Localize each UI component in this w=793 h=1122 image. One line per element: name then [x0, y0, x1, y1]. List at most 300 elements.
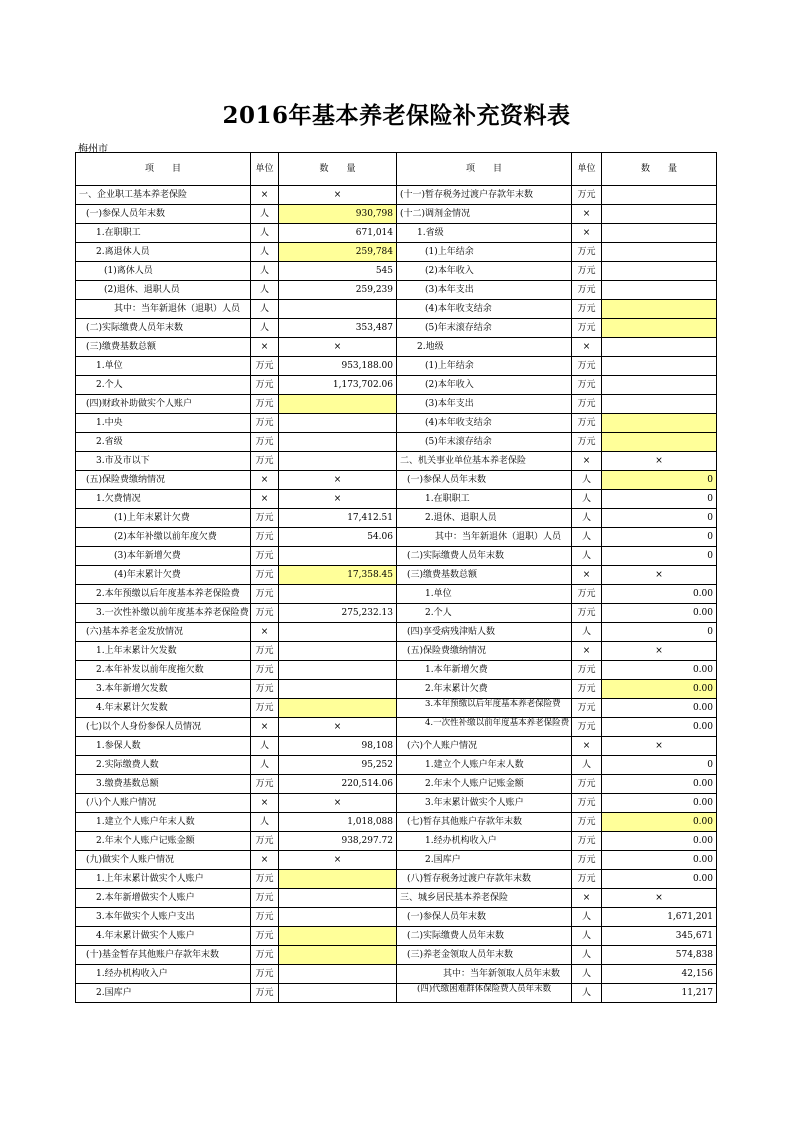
left-item-value: ×	[279, 490, 397, 509]
left-item-label: 2.年末个人账户记账金额	[76, 832, 251, 851]
table-row	[76, 414, 717, 433]
page-title: 2016年基本养老保险补充资料表	[222, 102, 571, 129]
right-item-label: 1.在职职工	[397, 490, 572, 509]
left-item-unit: 人	[251, 262, 279, 281]
left-item-unit: 万元	[251, 908, 279, 927]
left-item-value	[279, 661, 397, 680]
left-item-unit: 万元	[251, 528, 279, 547]
left-item-value: 17,412.51	[279, 509, 397, 528]
right-item-unit: ×	[572, 642, 602, 661]
left-item-label: 其中：当年新退休（退职）人员	[76, 300, 251, 319]
right-item-value: 0	[602, 528, 717, 547]
left-item-label: 2.离退休人员	[76, 243, 251, 262]
table-row	[76, 661, 717, 680]
left-item-label: 2.实际缴费人数	[76, 756, 251, 775]
right-item-label: (六)个人账户情况	[397, 737, 572, 756]
right-item-value: 0.00	[602, 832, 717, 851]
table-row	[76, 832, 717, 851]
table-row	[76, 376, 717, 395]
table-row	[76, 452, 717, 471]
right-item-value	[602, 357, 717, 376]
table-header-row	[76, 153, 717, 186]
left-item-label: 1.单位	[76, 357, 251, 376]
left-item-unit: 万元	[251, 547, 279, 566]
table-row	[76, 205, 717, 224]
table-row	[76, 490, 717, 509]
right-item-unit: 万元	[572, 604, 602, 623]
right-item-label: 2.国库户	[397, 851, 572, 870]
left-item-unit: 万元	[251, 376, 279, 395]
left-item-unit: 万元	[251, 433, 279, 452]
left-item-label: (四)财政补助做实个人账户	[76, 395, 251, 414]
left-item-label: 1.经办机构收入户	[76, 965, 251, 984]
table-row	[76, 737, 717, 756]
left-item-label: (一)参保人员年末数	[76, 205, 251, 224]
right-item-value: ×	[602, 737, 717, 756]
right-item-label: (十一)暂存税务过渡户存款年末数	[397, 186, 572, 205]
right-item-value: 0.00	[602, 775, 717, 794]
left-item-unit: ×	[251, 794, 279, 813]
left-item-value: 953,188.00	[279, 357, 397, 376]
right-item-value: 0.00	[602, 585, 717, 604]
header-qty-right: 数 量	[602, 153, 717, 186]
table-row	[76, 319, 717, 338]
right-item-label: (八)暂存税务过渡户存款年末数	[397, 870, 572, 889]
supplement-table	[75, 152, 717, 1003]
right-item-label: 二、机关事业单位基本养老保险	[397, 452, 572, 471]
left-item-value: 938,297.72	[279, 832, 397, 851]
right-item-label: 1.建立个人账户年末人数	[397, 756, 572, 775]
table-row	[76, 547, 717, 566]
left-item-label: 1.建立个人账户年末人数	[76, 813, 251, 832]
left-item-unit: 人	[251, 243, 279, 262]
table-row	[76, 965, 717, 984]
left-item-unit: ×	[251, 851, 279, 870]
table-row	[76, 756, 717, 775]
right-item-unit: 万元	[572, 794, 602, 813]
left-item-value	[279, 946, 397, 965]
right-item-label: (3)本年支出	[397, 281, 572, 300]
right-item-value: 0	[602, 756, 717, 775]
table-row	[76, 509, 717, 528]
right-item-value: ×	[602, 642, 717, 661]
right-item-label: 2.年末累计欠费	[397, 680, 572, 699]
table-row	[76, 889, 717, 908]
left-item-value: 54.06	[279, 528, 397, 547]
table-row	[76, 699, 717, 718]
right-item-value	[602, 395, 717, 414]
right-item-unit: 人	[572, 946, 602, 965]
right-item-label: (一)参保人员年末数	[397, 471, 572, 490]
left-item-label: (九)做实个人账户情况	[76, 851, 251, 870]
left-item-label: 2.本年预缴以后年度基本养老保险费	[76, 585, 251, 604]
right-item-value: 0	[602, 623, 717, 642]
left-item-value	[279, 699, 397, 718]
left-item-label: (十)基金暂存其他账户存款年末数	[76, 946, 251, 965]
right-item-unit: 万元	[572, 718, 602, 737]
left-item-unit: ×	[251, 490, 279, 509]
left-item-unit: 人	[251, 224, 279, 243]
right-item-value: 0.00	[602, 851, 717, 870]
right-item-label: 3.年末累计做实个人账户	[397, 794, 572, 813]
left-item-unit: 万元	[251, 452, 279, 471]
left-item-value	[279, 870, 397, 889]
left-item-value	[279, 927, 397, 946]
right-item-label: (三)缴费基数总额	[397, 566, 572, 585]
right-item-unit: 人	[572, 984, 602, 1003]
left-item-value	[279, 908, 397, 927]
right-item-unit: 万元	[572, 357, 602, 376]
left-item-label: 一、企业职工基本养老保险	[76, 186, 251, 205]
left-item-unit: 万元	[251, 414, 279, 433]
right-item-value	[602, 281, 717, 300]
left-item-value	[279, 414, 397, 433]
left-item-unit: 万元	[251, 775, 279, 794]
right-item-unit: ×	[572, 566, 602, 585]
right-item-unit: 万元	[572, 262, 602, 281]
left-item-label: (六)基本养老金发放情况	[76, 623, 251, 642]
right-item-unit: 万元	[572, 281, 602, 300]
left-item-value	[279, 680, 397, 699]
table-row	[76, 813, 717, 832]
left-item-unit: 万元	[251, 965, 279, 984]
right-item-label: (二)实际缴费人员年末数	[397, 547, 572, 566]
table-row	[76, 300, 717, 319]
left-item-unit: 万元	[251, 870, 279, 889]
left-item-value: ×	[279, 338, 397, 357]
left-item-value: 259,239	[279, 281, 397, 300]
table-row	[76, 851, 717, 870]
left-item-label: 1.上年末累计欠发数	[76, 642, 251, 661]
left-item-unit: 万元	[251, 661, 279, 680]
right-item-unit: 万元	[572, 433, 602, 452]
left-item-label: (七)以个人身份参保人员情况	[76, 718, 251, 737]
table-row	[76, 243, 717, 262]
table-row	[76, 775, 717, 794]
left-item-value	[279, 547, 397, 566]
left-item-value	[279, 965, 397, 984]
right-item-unit: 万元	[572, 585, 602, 604]
right-item-unit: 人	[572, 927, 602, 946]
right-item-value	[602, 262, 717, 281]
right-item-label: (1)上年结余	[397, 243, 572, 262]
left-item-value: 671,014	[279, 224, 397, 243]
left-item-label: 2.国库户	[76, 984, 251, 1003]
left-item-value: 98,108	[279, 737, 397, 756]
left-item-value: ×	[279, 471, 397, 490]
left-item-value: 930,798	[279, 205, 397, 224]
right-item-label: (2)本年收入	[397, 262, 572, 281]
right-item-unit: 人	[572, 528, 602, 547]
right-item-value: 0	[602, 490, 717, 509]
left-item-label: 2.省级	[76, 433, 251, 452]
left-item-unit: 万元	[251, 680, 279, 699]
right-item-label: 4.一次性补缴以前年度基本养老保险费	[397, 718, 572, 737]
left-item-label: 2.个人	[76, 376, 251, 395]
right-item-value: 0	[602, 471, 717, 490]
left-item-value	[279, 395, 397, 414]
left-item-value: 220,514.06	[279, 775, 397, 794]
right-item-unit: 万元	[572, 319, 602, 338]
left-item-label: 1.欠费情况	[76, 490, 251, 509]
left-item-unit: ×	[251, 471, 279, 490]
table-row	[76, 338, 717, 357]
left-item-unit: 人	[251, 756, 279, 775]
left-item-value: ×	[279, 851, 397, 870]
right-item-unit: ×	[572, 205, 602, 224]
left-item-value: ×	[279, 186, 397, 205]
left-item-value: ×	[279, 718, 397, 737]
right-item-label: (5)年末滚存结余	[397, 319, 572, 338]
left-item-label: (2)本年补缴以前年度欠费	[76, 528, 251, 547]
table-row	[76, 794, 717, 813]
left-item-unit: 人	[251, 281, 279, 300]
right-item-value	[602, 224, 717, 243]
left-item-value: 353,487	[279, 319, 397, 338]
left-item-unit: 万元	[251, 509, 279, 528]
right-item-unit: 万元	[572, 243, 602, 262]
right-item-label: (四)享受病残津贴人数	[397, 623, 572, 642]
right-item-unit: ×	[572, 889, 602, 908]
table-row	[76, 984, 717, 1003]
right-item-label: (1)上年结余	[397, 357, 572, 376]
left-item-label: (4)年末累计欠费	[76, 566, 251, 585]
left-item-value: 1,173,702.06	[279, 376, 397, 395]
right-item-value: 345,671	[602, 927, 717, 946]
right-item-value	[602, 186, 717, 205]
right-item-value	[602, 376, 717, 395]
right-item-unit: 万元	[572, 699, 602, 718]
right-item-unit: 人	[572, 471, 602, 490]
right-item-value: 574,838	[602, 946, 717, 965]
right-item-unit: 万元	[572, 300, 602, 319]
right-item-label: (4)本年收支结余	[397, 300, 572, 319]
left-item-label: 1.参保人数	[76, 737, 251, 756]
right-item-label: 2.退休、退职人员	[397, 509, 572, 528]
left-item-label: (1)上年末累计欠费	[76, 509, 251, 528]
right-item-value	[602, 205, 717, 224]
left-item-label: 3.缴费基数总额	[76, 775, 251, 794]
right-item-label: 2.地级	[397, 338, 572, 357]
right-item-unit: 万元	[572, 775, 602, 794]
right-item-label: 其中：当年新领取人员年末数	[397, 965, 572, 984]
right-item-label: (3)本年支出	[397, 395, 572, 414]
left-item-label: (3)本年新增欠费	[76, 547, 251, 566]
left-item-unit: 万元	[251, 566, 279, 585]
header-unit-left: 单位	[251, 153, 279, 186]
right-item-unit: 万元	[572, 186, 602, 205]
right-item-unit: ×	[572, 452, 602, 471]
left-item-unit: ×	[251, 338, 279, 357]
table-row	[76, 908, 717, 927]
right-item-label: 1.单位	[397, 585, 572, 604]
table-row	[76, 718, 717, 737]
table-row	[76, 395, 717, 414]
table-row	[76, 224, 717, 243]
left-item-label: (1)离休人员	[76, 262, 251, 281]
right-item-unit: 人	[572, 908, 602, 927]
left-item-label: (2)退休、退职人员	[76, 281, 251, 300]
right-item-value	[602, 300, 717, 319]
left-item-unit: 万元	[251, 395, 279, 414]
table-row	[76, 281, 717, 300]
right-item-unit: 人	[572, 509, 602, 528]
right-item-unit: 人	[572, 547, 602, 566]
right-item-unit: ×	[572, 224, 602, 243]
header-item-left: 项 目	[76, 153, 251, 186]
table-row	[76, 528, 717, 547]
left-item-value: 17,358.45	[279, 566, 397, 585]
right-item-value: ×	[602, 452, 717, 471]
left-item-unit: 万元	[251, 984, 279, 1003]
left-item-label: (二)实际缴费人员年末数	[76, 319, 251, 338]
left-item-unit: 万元	[251, 832, 279, 851]
right-item-value	[602, 243, 717, 262]
right-item-unit: 人	[572, 965, 602, 984]
left-item-value: 1,018,088	[279, 813, 397, 832]
left-item-label: 3.本年做实个人账户支出	[76, 908, 251, 927]
right-item-value: 0.00	[602, 718, 717, 737]
left-item-value	[279, 585, 397, 604]
table-row	[76, 642, 717, 661]
left-item-label: 3.市及市以下	[76, 452, 251, 471]
left-item-unit: 万元	[251, 585, 279, 604]
right-item-label: 2.个人	[397, 604, 572, 623]
right-item-label: (一)参保人员年末数	[397, 908, 572, 927]
left-item-label: 3.本年新增欠发数	[76, 680, 251, 699]
left-item-unit: 人	[251, 813, 279, 832]
table-row	[76, 433, 717, 452]
right-item-label: (五)保险费缴纳情况	[397, 642, 572, 661]
table-row	[76, 946, 717, 965]
right-item-value	[602, 414, 717, 433]
right-item-unit: ×	[572, 737, 602, 756]
left-item-value	[279, 433, 397, 452]
table-row	[76, 186, 717, 205]
right-item-value	[602, 319, 717, 338]
table-row	[76, 680, 717, 699]
left-item-unit: ×	[251, 718, 279, 737]
left-item-unit: 万元	[251, 927, 279, 946]
right-item-unit: 万元	[572, 680, 602, 699]
left-item-label: (五)保险费缴纳情况	[76, 471, 251, 490]
right-item-value	[602, 338, 717, 357]
left-item-label: 2.本年补发以前年度拖欠数	[76, 661, 251, 680]
left-item-value	[279, 300, 397, 319]
right-item-value: ×	[602, 566, 717, 585]
left-item-value: 259,784	[279, 243, 397, 262]
right-item-label: (三)养老金领取人员年末数	[397, 946, 572, 965]
right-item-label: 三、城乡居民基本养老保险	[397, 889, 572, 908]
left-item-value: 95,252	[279, 756, 397, 775]
right-item-label: (5)年末滚存结余	[397, 433, 572, 452]
right-item-label: 其中：当年新退休（退职）人员	[397, 528, 572, 547]
table-row	[76, 357, 717, 376]
left-item-unit: 万元	[251, 699, 279, 718]
left-item-label: 2.本年新增做实个人账户	[76, 889, 251, 908]
right-item-value: 42,156	[602, 965, 717, 984]
left-item-unit: 人	[251, 319, 279, 338]
right-item-unit: 万元	[572, 661, 602, 680]
header-unit-right: 单位	[572, 153, 602, 186]
left-item-value	[279, 889, 397, 908]
right-item-value: 0.00	[602, 813, 717, 832]
right-item-value	[602, 433, 717, 452]
table-row	[76, 585, 717, 604]
left-item-value: 545	[279, 262, 397, 281]
right-item-value: 0.00	[602, 699, 717, 718]
right-item-label: (2)本年收入	[397, 376, 572, 395]
left-item-label: 1.在职职工	[76, 224, 251, 243]
right-item-value: 0.00	[602, 680, 717, 699]
right-item-unit: 人	[572, 490, 602, 509]
left-item-unit: 万元	[251, 357, 279, 376]
right-item-unit: 万元	[572, 813, 602, 832]
left-item-value	[279, 623, 397, 642]
right-item-label: (七)暂存其他账户存款年末数	[397, 813, 572, 832]
right-item-unit: 万元	[572, 870, 602, 889]
right-item-label: 1.省级	[397, 224, 572, 243]
right-item-value: 0	[602, 547, 717, 566]
left-item-value	[279, 642, 397, 661]
table-row	[76, 623, 717, 642]
right-item-label: (二)实际缴费人员年末数	[397, 927, 572, 946]
right-item-value: ×	[602, 889, 717, 908]
right-item-value: 0.00	[602, 661, 717, 680]
table-row	[76, 471, 717, 490]
left-item-unit: 万元	[251, 946, 279, 965]
right-item-unit: 人	[572, 623, 602, 642]
right-item-label: 1.经办机构收入户	[397, 832, 572, 851]
left-item-unit: 人	[251, 300, 279, 319]
right-item-unit: 人	[572, 756, 602, 775]
right-item-unit: 万元	[572, 832, 602, 851]
right-item-label: (4)本年收支结余	[397, 414, 572, 433]
table-row	[76, 870, 717, 889]
right-item-label: (四)代缴困难群体保险费人员年末数	[397, 984, 572, 1003]
table-row	[76, 566, 717, 585]
right-item-value: 11,217	[602, 984, 717, 1003]
left-item-value: 275,232.13	[279, 604, 397, 623]
left-item-unit: ×	[251, 623, 279, 642]
left-item-label: (八)个人账户情况	[76, 794, 251, 813]
right-item-label: (十二)调剂金情况	[397, 205, 572, 224]
right-item-label: 3.本年预缴以后年度基本养老保险费	[397, 699, 572, 718]
left-item-label: 4.年末累计做实个人账户	[76, 927, 251, 946]
left-item-label: 1.上年末累计做实个人账户	[76, 870, 251, 889]
left-item-unit: 人	[251, 737, 279, 756]
right-item-label: 2.年末个人账户记账金额	[397, 775, 572, 794]
right-item-value: 0.00	[602, 870, 717, 889]
right-item-value: 0.00	[602, 794, 717, 813]
header-qty-left: 数 量	[279, 153, 397, 186]
region-label: 梅州市	[78, 144, 108, 155]
left-item-value	[279, 984, 397, 1003]
left-item-value: ×	[279, 794, 397, 813]
left-item-unit: 万元	[251, 604, 279, 623]
right-item-unit: ×	[572, 338, 602, 357]
right-item-value: 0	[602, 509, 717, 528]
right-item-unit: 万元	[572, 395, 602, 414]
left-item-label: 3.一次性补缴以前年度基本养老保险费	[76, 604, 251, 623]
right-item-unit: 万元	[572, 851, 602, 870]
right-item-unit: 万元	[572, 414, 602, 433]
left-item-unit: ×	[251, 186, 279, 205]
left-item-value	[279, 452, 397, 471]
right-item-unit: 万元	[572, 376, 602, 395]
left-item-label: 1.中央	[76, 414, 251, 433]
right-item-value: 1,671,201	[602, 908, 717, 927]
